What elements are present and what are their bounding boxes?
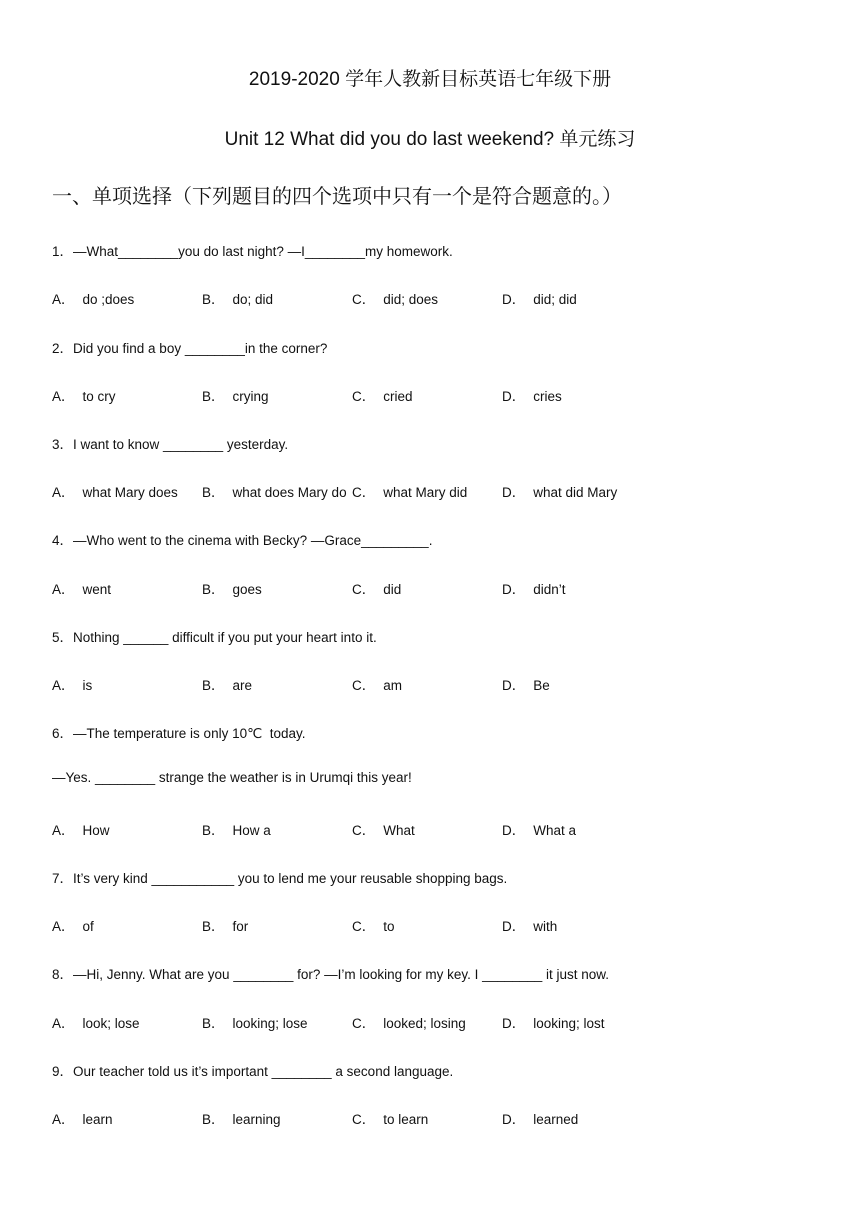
question-1-option-c: C． did; does	[352, 292, 439, 307]
question-6-stem: 6．—The temperature is only 10℃ today.	[52, 726, 306, 741]
question-2-option-d: D． cries	[502, 389, 562, 404]
question-7-option-c: C． to	[352, 919, 395, 934]
question-7-option-b: B． for	[202, 919, 249, 934]
question-9-option-c: C． to learn	[352, 1112, 429, 1127]
question-2-stem: 2．Did you find a boy ________in the corner?	[52, 341, 328, 356]
question-4-option-a: A． went	[52, 582, 112, 597]
question-3-option-c: C． what Mary did	[352, 485, 468, 500]
question-9-option-a: A． learn	[52, 1112, 113, 1127]
question-1-option-b: B． do; did	[202, 292, 274, 307]
question-7-option-d: D． with	[502, 919, 558, 934]
question-3-option-a: A． what Mary does	[52, 485, 178, 500]
question-6-option-c: C． What	[352, 823, 415, 838]
question-5-option-d: D． Be	[502, 678, 550, 693]
question-8-option-d: D． looking; lost	[502, 1016, 605, 1031]
question-4-option-c: C． did	[352, 582, 402, 597]
question-2-option-b: B． crying	[202, 389, 269, 404]
question-8-option-b: B． looking; lose	[202, 1016, 308, 1031]
question-4-stem: 4．—Who went to the cinema with Becky? —Grace_________.	[52, 533, 433, 548]
question-3-option-d: D． what did Mary	[502, 485, 618, 500]
question-7-option-a: A． of	[52, 919, 94, 934]
question-7-stem: 7．It’s very kind ___________ you to lend me your reusable shopping bags.	[52, 871, 508, 886]
question-6-option-b: B． How a	[202, 823, 271, 838]
document-subtitle: Unit 12 What did you do last weekend? 单元练习	[224, 129, 636, 150]
question-6-option-a: A． How	[52, 823, 110, 838]
question-8-stem: 8．—Hi, Jenny. What are you ________ for? —I’m looking for my key. I ________ it just now.	[52, 967, 610, 982]
question-9-option-d: D． learned	[502, 1112, 579, 1127]
question-4-option-b: B． goes	[202, 582, 262, 597]
question-1-option-a: A． do ;does	[52, 292, 135, 307]
question-5-option-a: A． is	[52, 678, 93, 693]
question-6-stem-line2: —Yes. ________ strange the weather is in Urumqi this year!	[52, 770, 412, 785]
question-1-option-d: D． did; did	[502, 292, 577, 307]
question-2-option-c: C． cried	[352, 389, 413, 404]
question-6-option-d: D． What a	[502, 823, 577, 838]
question-8-option-c: C． looked; losing	[352, 1016, 466, 1031]
question-8-option-a: A． look; lose	[52, 1016, 140, 1031]
question-9-option-b: B． learning	[202, 1112, 281, 1127]
question-3-option-b: B． what does Mary do	[202, 485, 347, 500]
question-3-stem: 3．I want to know ________ yesterday.	[52, 437, 289, 452]
question-2-option-a: A． to cry	[52, 389, 116, 404]
question-5-stem: 5．Nothing ______ difficult if you put your heart into it.	[52, 630, 377, 645]
question-5-option-b: B． are	[202, 678, 253, 693]
question-4-option-d: D． didn’t	[502, 582, 566, 597]
section-heading: 一、单项选择（下列题目的四个选项中只有一个是符合题意的。）	[52, 184, 622, 208]
question-9-stem: 9．Our teacher told us it’s important ________ a second language.	[52, 1064, 454, 1079]
document-title: 2019-2020 学年人教新目标英语七年级下册	[248, 69, 612, 90]
question-1-stem: 1．—What________you do last night? —I________my homework.	[52, 244, 453, 259]
question-5-option-c: C． am	[352, 678, 403, 693]
